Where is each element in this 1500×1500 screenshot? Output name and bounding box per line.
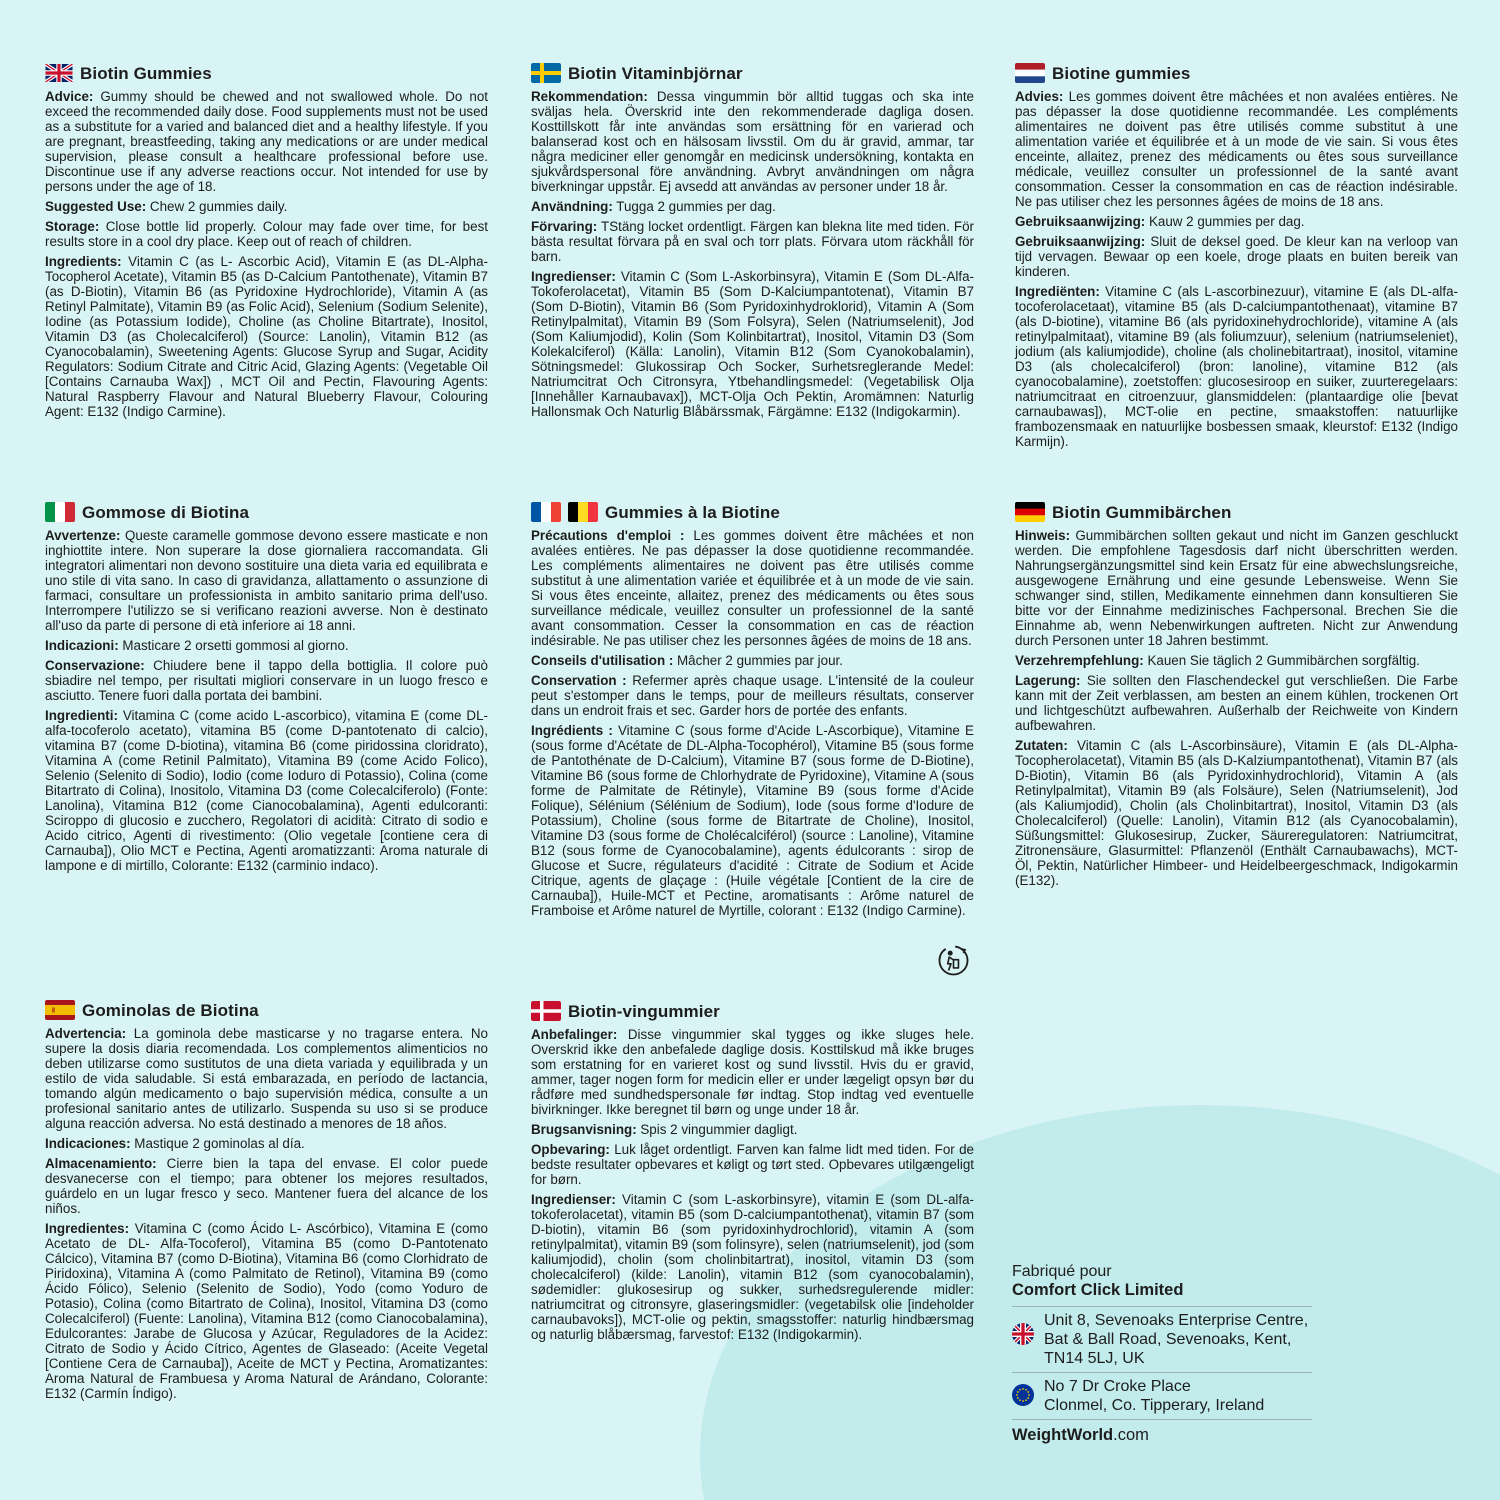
usage-paragraph: Brugsanvisning: Spis 2 vingummier dagligt. [531,1122,798,1137]
ingredients-paragraph: Ingredienser: Vitamin C (Som L-Askorbinsyra), Vitamin E (Som DL-Alfa-Tokoferolacetat), Vitamin B5 (Som D-Kalciumpantotenat), Vitamin B7 (Som D-Biotin), Vitamin B6 (Som Pyridoxinhydroklorid), Vitamin A (Som Retinylpalmitat), Vitamin B9 (Som Folsyra), Selen (Natriumselenit), Jod (Som Kaliumjodid), Kolin (Som Kolinbitartrat), Inositol, Vitamin D3 (Som Kolekalciferol) (Källa: Lanolin), Vitamin B12 (Som Cyanokobalamin), Sötningsmedel: Glukossirap Och Socker, Surhetsreglerande Medel: Natriumcitrat Och Citronsyra, Ytbehandlingsmedel: (Vegetabilisk Olja [Innehåller Karnaubavax]), MCT-Olja Och Pektin, Aromämnen: Naturlig Hallonsmak Och Naturlig Blåbärssmak, Färgämne: E132 (Indigokarmin). [531,269,974,419]
title-text: Gominolas de Biotina [82,1000,259,1020]
ingredients-paragraph: Ingrédients : Vitamine C (sous forme d'Acide L-Ascorbique), Vitamine E (sous forme d'Acétate de DL-Alpha-Tocophérol), Vitamine B5 (sous forme de Pantothénate de D-Calcium), Vitamine B7 (sous forme de D-Biotine), Vitamine B6 (sous forme de Chlorhydrate de Pyridoxine), Vitamine A (sous forme de Palmitate de Rétinyle), Vitamine B9 (sous forme d'Acide Folique), Sélénium (Sélénium de Sodium), Iode (sous forme d'Iodure de Potassium), Choline (sous forme de Bitartrate de Choline), Inositol, Vitamine D3 (sous forme de Cholécalciférol) (source : Lanoline), Vitamine B12 (sous forme de Cyanocobalamine), agents édulcorants : sirop de Glucose et Sucre, régulateurs d'acidité : Citrate de Sodium et Acide Citrique, agents de glaçage : (Huile végétale [Contient de la cire de Carnauba]), Huile-MCT et Pectine, aromatisants : Arôme naturel de Framboise et Arôme naturel de Myrtille, colorant : E132 (Indigo Carmine). [531,723,974,918]
made-for-label: Fabriqué pour [1012,1263,1112,1280]
advice-paragraph: Hinweis: Gummibärchen sollten gekaut und nicht im Ganzen geschluckt werden. Die empfohlene Tagesdosis darf nicht überschritten werden. Nahrungsergänzungsmittel sind kein Ersatz für eine abwechslungsreiche, ausgewogene Ernährung und eine gesunde Lebensweise. Wenn Sie schwanger sind, stillen, Medikamente einnehmen dann konsultieren Sie bitte vor der Einnahme medizinisches Fachpersonal. Brechen Sie die Einnahme ab, wenn Nebenwirkungen auftreten. Nicht zur Anwendung durch Personen unter 18 Jahren bestimmt. [1015,528,1458,648]
storage-paragraph: Conservation : Refermer après chaque usage. L'intensité de la couleur peut s'estomper dans le temps, pour de meilleurs résultats, conserver dans un endroit frais et sec. Garder hors de portée des enfants. [531,673,974,718]
section-title [1015,62,1458,84]
storage-paragraph: Lagerung: Sie sollten den Flaschendeckel gut verschließen. Die Farbe kann mit der Zeit verblassen, am besten an einem kühlen, trockenen Ort und lichtgeschützt aufbewahren. Außerhalb der Reichweite von Kindern aufbewahren. [1015,673,1458,733]
storage-paragraph: Opbevaring: Luk låget ordentligt. Farven kan falme lidt med tiden. For de bedste resultater opbevares et køligt og tørt sted. Opbevares utilgængeligt for børn. [531,1142,974,1187]
title-text: Biotin-vingummier [568,1001,720,1021]
uk-address [1012,1307,1352,1372]
advice-paragraph: Anbefalinger: Disse vingummier skal tygges og ikke sluges hele. Overskrid ikke den anbefalede daglige dosis. Kosttilskud må ikke bruges som erstatning for en varieret kost og sund livsstil. Hvis du er gravid, ammer, tager nogen form for medicin eller er under lægeligt opsyn bør du rådføre med sundhedspersonale før indtag. Stop indtag ved eventuelle bivirkninger. Ikke beregnet til børn og unge under 18 år. [531,1027,974,1117]
usage-paragraph: Suggested Use: Chew 2 gummies daily. [45,199,288,214]
eu-address [1012,1373,1352,1419]
storage-paragraph: Storage: Close bottle lid properly. Colour may fade over time, for best results store in a cool dry place. Keep out of reach of children. [45,219,488,249]
uk-flag-icon [1012,1323,1034,1345]
belgium-flag-icon [568,502,598,522]
title-text: Gommose di Biotina [82,502,250,522]
section-french [531,501,974,923]
advice-paragraph: Avvertenze: Queste caramelle gommose devono essere masticate e non inghiottite intere. Non superare la dose giornaliera raccomandata. Gli integratori alimentari non devono sostituire una dieta varia ed equilibrata e uno stile di vita sano. In caso di gravidanza, allattamento o assunzione di farmaci, consultare un professionista in ambito sanitario prima dell'uso. Interrompere l'utilizzo se si verificano reazioni avverse. Non è destinato all'uso da parte di persone di età inferiore ai 18 anni. [45,528,488,633]
ingredients-paragraph: Ingrediënten: Vitamine C (als L-ascorbinezuur), vitamine E (als DL-alfa-tocoferolacetaat), vitamine B5 (als D-calciumpantothenaat), vitamine B7 (als D-biotine), vitamine B6 (als pyridoxinehydrochloride), vitamine A (als retinylpalmitaat), vitamine B9 (als foliumzuur), selenium (natriumseleniet), jodium (als kaliumjodide), choline (als cholinebitartraat), inositol, vitamine D3 (als cholecalciferol) (bron: lanoline), vitamine B12 (als cyanocobalamine), zoetstoffen: glucosesiroop en suiker, zuurteregelaars: natriumcitraat en citroenzuur, glansmiddelen: (plantaardige olie [bevat carnaubawas]), MCT-olie en pectine, smaakstoffen: natuurlijke frambozensmaak en natuurlijke bosbessen smaak, kleurstof: E132 (Indigo Karmijn). [1015,284,1458,449]
section-title [531,1000,974,1022]
storage-paragraph: Conservazione: Chiudere bene il tappo della bottiglia. Il colore può sbiadire nel tempo, per risultati migliori conservare in un luogo fresco e asciutto. Tenere fuori dalla portata dei bambini. [45,658,488,703]
advice-paragraph: Advice: Gummy should be chewed and not swallowed whole. Do not exceed the recommended daily dose. Food supplements must not be used as a substitute for a varied and balanced diet and a healthy lifestyle. If you are pregnant, breastfeeding, taking any medications or are under medical supervision, please consult a healthcare professional before use. Discontinue use if any adverse reactions occur. Not intended for use by persons under the age of 18. [45,89,488,194]
address-line: Bat & Ball Road, Sevenoaks, Kent, [1044,1331,1292,1348]
company-name: Comfort Click Limited [1012,1281,1184,1299]
ingredients-paragraph: Zutaten: Vitamin C (als L-Ascorbinsäure), Vitamin E (als DL-Alpha-Tocopherolacetat), Vitamin B5 (als D-Kalziumpantothenat), Vitamin B7 (als D-Biotin), Vitamin B6 (als Pyridoxinhydrochlorid), Vitamin A (als Retinylpalmitat), Vitamin B9 (als Folsäure), Selen (Natriumselenit), Jod (als Kaliumjodid), Cholin (als Cholinbitartrat), Inositol, Vitamin D3 (als Cholecalciferol) (Quelle: Lanolin), Vitamin B12 (als Cyanocobalamin), Süßungsmittel: Glukosesirup, Zucker, Säureregulatoren: Natriumcitrat, Zitronensäure, Glasurmittel: Pflanzenöl (Enthält Carnaubawachs), MCT-Öl, Pektin, Natürlicher Himbeer- und Heidelbeergeschmack, Indigokarmin (E132). [1015,738,1458,888]
ingredients-paragraph: Ingredienser: Vitamin C (som L-askorbinsyre), vitamin E (som DL-alfa-tokoferolacetat), vitamin B5 (som D-calciumpantothenat), vitamin B7 (som D-biotin), vitamin B6 (som pyridoxinhydrochlorid), vitamin A (som retinylpalmitat), vitamin B9 (som folinsyre), selen (natriumselenit), jod (som kaliumjodid), cholin (som cholinbitartrat), inositol, vitamin D3 (som cholecalciferol) (kilde: Lanolin), vitamin B12 (som cyanocobalamin), sødemidler: glukosesirup og sukker, surhedsregulerende midler: natriumcitrat og citronsyre, glaseringsmidler: (vegetabilsk olie [indeholder carnaubavoks]), MCT-olie og pektin, smagsstoffer: naturlig hindbærsmag og naturlig blåbærsmag, farvestof: E132 (Indigokarmin). [531,1192,974,1342]
title-text: Biotin Gummies [80,63,212,83]
section-german [1015,501,1458,893]
usage-paragraph: Conseils d'utilisation : Mâcher 2 gummies par jour. [531,653,843,668]
storage-paragraph: Almacenamiento: Cierre bien la tapa del envase. El color puede desvanecerse con el tiempo; para obtener los mejores resultados, guárdelo en un lugar fresco y seco. Mantener fuera del alcance de los niños. [45,1156,488,1216]
france-flag-icon [531,502,561,522]
uk-flag-icon [45,64,73,82]
recycle-person-icon [937,944,970,977]
usage-paragraph: Verzehrempfehlung: Kauen Sie täglich 2 Gummibärchen sorgfältig. [1015,653,1420,668]
usage-paragraph: Gebruiksaanwijzing: Kauw 2 gummies per dag. [1015,214,1305,229]
eu-flag-icon [1012,1384,1034,1406]
address-line: Unit 8, Sevenoaks Enterprise Centre, [1044,1312,1309,1329]
section-swedish [531,62,974,424]
sweden-flag-icon [531,63,561,83]
section-italian [45,501,488,878]
section-danish [531,1000,974,1347]
address-line: No 7 Dr Croke Place [1044,1378,1191,1395]
advice-paragraph: Précautions d'emploi : Les gommes doivent être mâchées et non avalées entières. Ne pas dépasser la dose quotidienne recommandée. Les compléments alimentaires ne doivent pas être utilisés comme substitut à une alimentation variée et équilibrée et à un mode de vie sain. Si vous êtes enceinte, allaitez, prenez des médicaments ou êtes sous surveillance médicale, veuillez consulter un professionnel de la santé avant consommation. Cesser la consommation en cas de réaction indésirable. Ne pas utiliser chez les personnes âgées de moins de 18 ans. [531,528,974,648]
spain-flag-icon [45,1000,75,1020]
advice-paragraph: Advies: Les gommes doivent être mâchées et non avalées entières. Ne pas dépasser la dose quotidienne recommandée. Les compléments alimentaires ne doivent pas être utilisés comme substitut à une alimentation variée et équilibrée et à un mode de vie sain. Si vous êtes enceinte, allaitez, prenez des médicaments ou êtes sous surveillance médicale, veuillez consulter un professionnel de la santé avant consommation. Cesser la consommation en cas de réaction indésirable. Ne pas utiliser chez les personnes âgées de moins de 18 ans. [1015,89,1458,209]
storage-paragraph: Gebruiksaanwijzing: Sluit de deksel goed. De kleur kan na verloop van tijd vervagen. Bewaar op een koele, droge plaats en buiten bereik van kinderen. [1015,234,1458,279]
ingredients-paragraph: Ingredienti: Vitamina C (come acido L-ascorbico), vitamina E (come DL-alfa-tocoferolo acetato), vitamina B5 (come D-pantotenato di calcio), vitamina B7 (come D-biotina), vitamina B6 (come piridossina cloridrato), Vitamina A (come Retinil Palmitato), Vitamina B9 (come Acido Folico), Selenio (Selenito di Sodio), Iodio (come Ioduro di Potassio), Colina (come Bitartrato di Colina), Inositolo, Vitamina D3 (come Colecalciferolo) (Fonte: Lanolina), Vitamina B12 (come Cianocobalamina), Agenti edulcoranti: Sciroppo di glucosio e zucchero, Regolatori di acidità: Citrato di sodio e Acido citrico, Agenti di rivestimento: (Olio vegetale [contiene cera di Carnauba]), Olio MCT e Pectina, Agenti aromatizzanti: Aroma naturale di lampone e di mirtillo, Colorante: E132 (carminio indaco). [45,708,488,873]
title-text: Biotin Vitaminbjörnar [568,63,743,83]
italy-flag-icon [45,502,75,522]
section-title [45,501,488,523]
section-title [45,62,488,84]
section-dutch [1015,62,1458,454]
address-line: TN14 5LJ, UK [1044,1350,1145,1367]
advice-paragraph: Rekommendation: Dessa vingummin bör alltid tuggas och ska inte sväljas hela. Överskrid inte den rekommenderade dagliga dosen. Kosttillskott får inte användas som ersättning för en varierad och balanserad kost och en hälsosam livsstil. Om du är gravid, ammar, tar några mediciner eller genomgår en medicinsk undersökning, kontakta en sjukvårdspersonal före användning. Avbryt användningen om några biverkningar uppstår. Ej avsedd att användas av personer under 18 år. [531,89,974,194]
germany-flag-icon [1015,502,1045,522]
manufacturer-info [1012,1262,1352,1445]
netherlands-flag-icon [1015,63,1045,83]
section-title [1015,501,1458,523]
section-english [45,62,488,424]
storage-paragraph: Förvaring: TStäng locket ordentligt. Färgen kan blekna lite med tiden. För bästa resultat förvara på en sval och torr plats. Förvara utom räckhåll för barn. [531,219,974,264]
address-line: Clonmel, Co. Tipperary, Ireland [1044,1397,1265,1414]
usage-paragraph: Användning: Tugga 2 gummies per dag. [531,199,776,214]
section-title [531,501,974,523]
section-title [531,62,974,84]
website-link[interactable]: WeightWorld.com [1012,1426,1149,1444]
title-text: Biotine gummies [1052,63,1191,83]
ingredients-paragraph: Ingredientes: Vitamina C (como Ácido L- Ascórbico), Vitamina E (como Acetato de DL- Alfa-Tocoferol), Vitamina B5 (como D-Pantotenato Cálcico), Vitamina B7 (como D-Biotina), Vitamina B6 (como Clorhidrato de Piridoxina), Vitamina A (como Palmitato de Retinol), Vitamina B9 (como Ácido Fólico), Selenio (Selenito de Sodio), Yodo (como Yoduro de Potasio), Colina (como Bitartrato de Colina), Inositol, Vitamina D3 (como Colecalciferol) (Fuente: Lanolina), Vitamina B12 (como Cianocobalamina), Edulcorantes: Jarabe de Glucosa y Azúcar, Reguladores de la Acidez: Citrato de Sodio y Ácido Cítrico, Agentes de Glaseado: (Aceite Vegetal [Contiene Cera de Carnauba]), Aceite de MCT y Pectina, Aromatizantes: Aroma Natural de Frambuesa y Aroma Natural de Arándano, Colorante: E132 (Carmín Índigo). [45,1221,488,1401]
denmark-flag-icon [531,1001,561,1021]
advice-paragraph: Advertencia: La gominola debe masticarse y no tragarse entera. No supere la dosis diaria recomendada. Los complementos alimenticios no deben utilizarse como sustitutos de una dieta variada y equilibrada y un estilo de vida saludable. Si está embarazada, en período de lactancia, tomando algún medicamento o bajo supervisión médica, consulte a un profesional sanitario antes de utilizarlo. Suspenda su uso si se produce alguna reacción adversa. No está destinado a menores de 18 años. [45,1026,488,1131]
title-text: Biotin Gummibärchen [1052,502,1232,522]
section-spanish [45,999,488,1406]
usage-paragraph: Indicazioni: Masticare 2 orsetti gommosi al giorno. [45,638,349,653]
ingredients-paragraph: Ingredients: Vitamin C (as L- Ascorbic Acid), Vitamin E (as DL-Alpha-Tocopherol Acetate), Vitamin B5 (as D-Calcium Pantothenate), Vitamin B7 (as D-Biotin), Vitamin B6 (as Pyridoxine Hydrochloride), Vitamin A (as Retinyl Palmitate), Vitamin B9 (as Folic Acid), Selenium (Sodium Selenite), Iodine (as Potassium Iodide), Choline (as Choline Bitartrate), Inositol, Vitamin D3 (as Cholecalciferol) (Source: Lanolin), Vitamin B12 (as Cyanocobalamin), Sweetening Agents: Glucose Syrup and Sugar, Acidity Regulators: Sodium Citrate and Citric Acid, Glazing Agents: (Vegetable Oil [Contains Carnauba Wax]) , MCT Oil and Pectin, Flavouring Agents: Natural Raspberry Flavour and Natural Blueberry Flavour, Colouring Agent: E132 (Indigo Carmine). [45,254,488,419]
usage-paragraph: Indicaciones: Mastique 2 gominolas al día. [45,1136,305,1151]
title-text: Gummies à la Biotine [605,502,780,522]
section-title [45,999,488,1021]
